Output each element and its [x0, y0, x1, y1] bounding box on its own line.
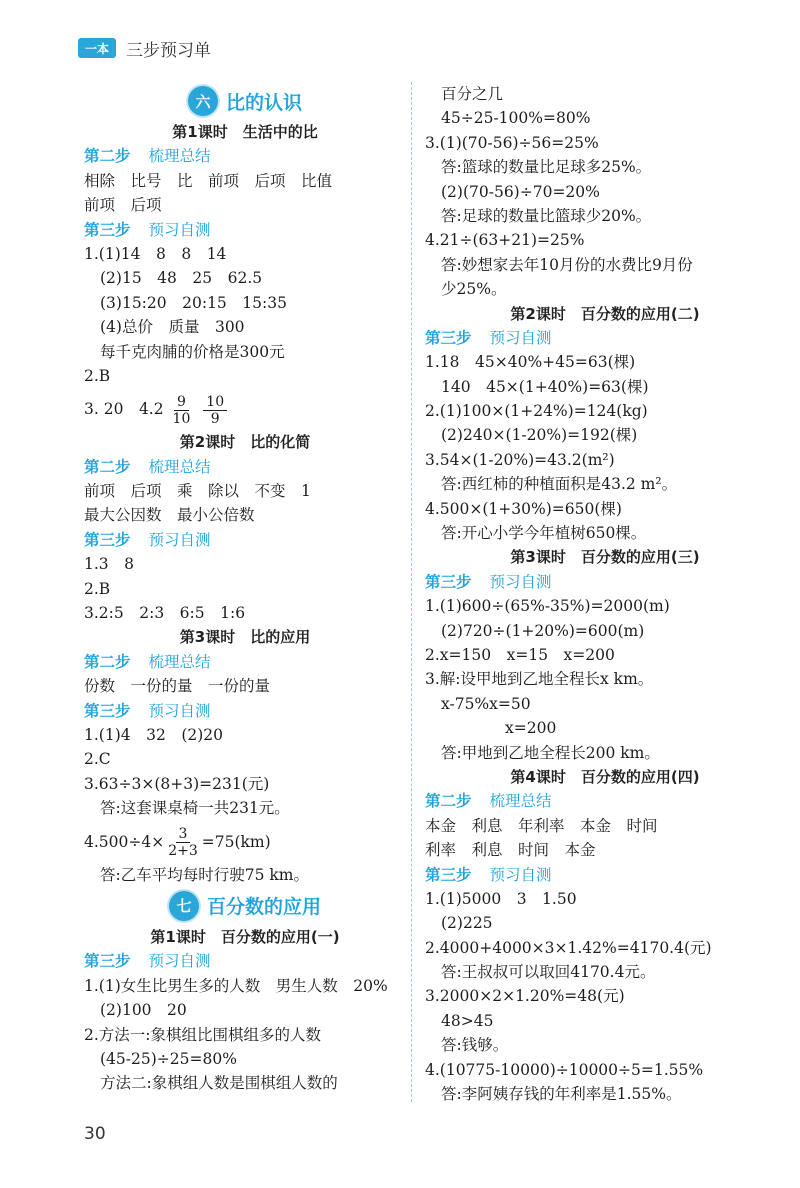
lesson-title: 第4课时 百分数的应用(四) [510, 767, 700, 786]
answer-line: 4.21÷(63+21)=25% [425, 231, 585, 250]
fraction: $\frac{3}{2+3}$ [168, 826, 198, 860]
answer-line: 3.63÷3×(8+3)=231(元) [84, 774, 270, 793]
step-heading: 第三步 预习自测 [425, 572, 552, 591]
lesson-title: 第3课时 比的应用 [179, 628, 311, 647]
answer-line: 2.(1)100×(1+24%)=124(kg) [425, 402, 648, 421]
unit-title: 百分数的应用 [206, 896, 321, 919]
answer-line: 答:王叔叔可以取回4170.4元。 [441, 963, 656, 982]
answer-line: 百分之几 [441, 85, 504, 103]
answer-line: 2.B [84, 579, 111, 598]
answer-line: 1.(1)14 8 8 14 [84, 244, 227, 263]
step-heading: 第二步 梳理总结 [425, 792, 552, 811]
step-heading: 第二步 梳理总结 [84, 652, 211, 671]
page-header [78, 34, 211, 62]
answer-line: 2.4000+4000×3×1.42%=4170.4(元) [425, 938, 712, 957]
answer-line: 3.解:设甲地到乙地全程长x km。 [425, 670, 654, 689]
answer-line: 份数 一份的量 一份的量 [84, 677, 271, 696]
answer-line: (2)15 48 25 62.5 [100, 269, 263, 288]
answer-line: 140 45×(1+40%)=63(棵) [441, 377, 649, 396]
answer-line: 答:甲地到乙地全程长200 km。 [441, 743, 660, 762]
answer-line: 4.(10775-10000)÷10000÷5=1.55% [425, 1060, 704, 1079]
answer-line: 2.C [84, 750, 111, 769]
lesson-title: 第1课时 百分数的应用(一) [150, 927, 340, 946]
answer-line: 利率 利息 时间 本金 [425, 841, 596, 860]
unit-title: 比的认识 [225, 91, 302, 114]
answer-line: 3.2000×2×1.20%=48(元) [425, 987, 625, 1006]
answer-line: 答:乙车平均每时行驶75 km。 [100, 865, 309, 884]
answer-line: (2)(70-56)÷70=20% [441, 182, 600, 201]
lesson-title: 第1课时 生活中的比 [172, 123, 318, 141]
step-heading: 第三步 预习自测 [84, 530, 211, 549]
fraction: $\frac{9}{10}$ [172, 393, 191, 427]
page-number: 30 [84, 1124, 106, 1144]
step-heading: 第三步 预习自测 [425, 328, 552, 347]
answer-line: 3. 20 4.2 $\frac{9}{10}$ $\frac{10}{9}$ [84, 388, 406, 430]
answer-line: 答:钱够。 [441, 1036, 509, 1055]
answer-line: x-75%x=50 [441, 694, 531, 713]
answer-line: 1.3 8 [84, 555, 135, 574]
answer-line: 答:开心小学今年植树650棵。 [441, 524, 647, 543]
step-heading: 第三步 预习自测 [84, 220, 211, 239]
column-divider [411, 82, 412, 1102]
lesson-title: 第2课时 百分数的应用(二) [510, 304, 700, 323]
answer-line: 答:李阿姨存钱的年利率是1.55%。 [441, 1085, 682, 1104]
answer-line: (2)225 [441, 914, 493, 933]
answer-line: 答:这套课桌椅一共231元。 [100, 799, 290, 818]
answer-line: 1.(1)4 32 (2)20 [84, 725, 224, 744]
answer-line: 答:篮球的数量比足球多25%。 [441, 158, 652, 177]
step-heading: 第三步 预习自测 [84, 701, 211, 720]
answer-line: 1.(1)600÷(65%-35%)=2000(m) [425, 597, 670, 616]
step-heading: 第三步 预习自测 [84, 952, 211, 971]
answer-line: 4.500×(1+30%)=650(棵) [425, 499, 622, 518]
lesson-title: 第3课时 百分数的应用(三) [510, 548, 700, 567]
answer-line: 45÷25-100%=80% [441, 109, 591, 128]
answer-line: 前项 后项 乘 除以 不变 1 [84, 482, 311, 501]
unit-badge-icon: 七 [169, 891, 199, 921]
answer-line: 3.2:5 2:3 6:5 1:6 [84, 604, 246, 623]
unit-6-heading [84, 82, 406, 120]
answer-line: 1.(1)女生比男生多的人数 男生人数 20% [84, 976, 388, 995]
answer-line: (45-25)÷25=80% [100, 1049, 237, 1068]
lesson-title: 第2课时 比的化简 [179, 433, 311, 452]
answer-line: 相除 比号 比 前项 后项 比值 [84, 171, 333, 190]
unit-7-heading [84, 887, 406, 925]
step-heading: 第二步 梳理总结 [84, 457, 211, 476]
answer-line: 4.500÷4× $\frac{3}{2+3}$ =75(km) [84, 826, 271, 860]
fraction: $\frac{10}{9}$ [203, 394, 227, 427]
right-column [425, 82, 785, 1106]
answer-line: 答:妙想家去年10月份的水费比9月份 [441, 255, 693, 274]
step-heading: 第三步 预习自测 [425, 865, 552, 884]
header-title: 三步预习单 [126, 40, 211, 61]
answer-line: (2)100 20 [100, 1001, 187, 1020]
answer-line: 本金 利息 年利率 本金 时间 [425, 816, 658, 835]
answer-line: (4)总价 质量 300 [100, 318, 245, 337]
brand-logo: 一本 [78, 38, 116, 58]
left-column [84, 82, 406, 1096]
unit-badge-icon: 六 [188, 86, 218, 116]
answer-line: (2)720÷(1+20%)=600(m) [441, 621, 645, 640]
answer-line: 答:西红柿的种植面积是43.2 m²。 [441, 475, 678, 494]
answer-line: 答:足球的数量比篮球少20%。 [441, 206, 652, 225]
answer-line: x=200 [505, 719, 557, 738]
answer-line: (3)15:20 20:15 15:35 [100, 293, 287, 312]
answer-line: 3.(1)(70-56)÷56=25% [425, 133, 599, 152]
answer-line: 方法二:象棋组人数是围棋组人数的 [100, 1074, 338, 1093]
step-heading: 第二步 梳理总结 [84, 147, 211, 166]
answer-line: 前项 后项 [84, 196, 162, 215]
answer-line: 每千克肉脯的价格是300元 [100, 342, 285, 361]
answer-line: 2.方法一:象棋组比围棋组多的人数 [84, 1025, 322, 1044]
answer-line: 48>45 [441, 1011, 494, 1030]
answer-line: 1.(1)5000 3 1.50 [425, 889, 577, 908]
answer-line: 2.B [84, 366, 111, 385]
answer-line: 最大公因数 最小公倍数 [84, 506, 255, 525]
answer-line: 1.18 45×40%+45=63(棵) [425, 353, 636, 372]
answer-line: (2)240×(1-20%)=192(棵) [441, 426, 638, 445]
answer-line: 3.54×(1-20%)=43.2(m²) [425, 450, 615, 469]
answer-line: 少25%。 [441, 280, 507, 299]
answer-line: 2.x=150 x=15 x=200 [425, 645, 615, 664]
